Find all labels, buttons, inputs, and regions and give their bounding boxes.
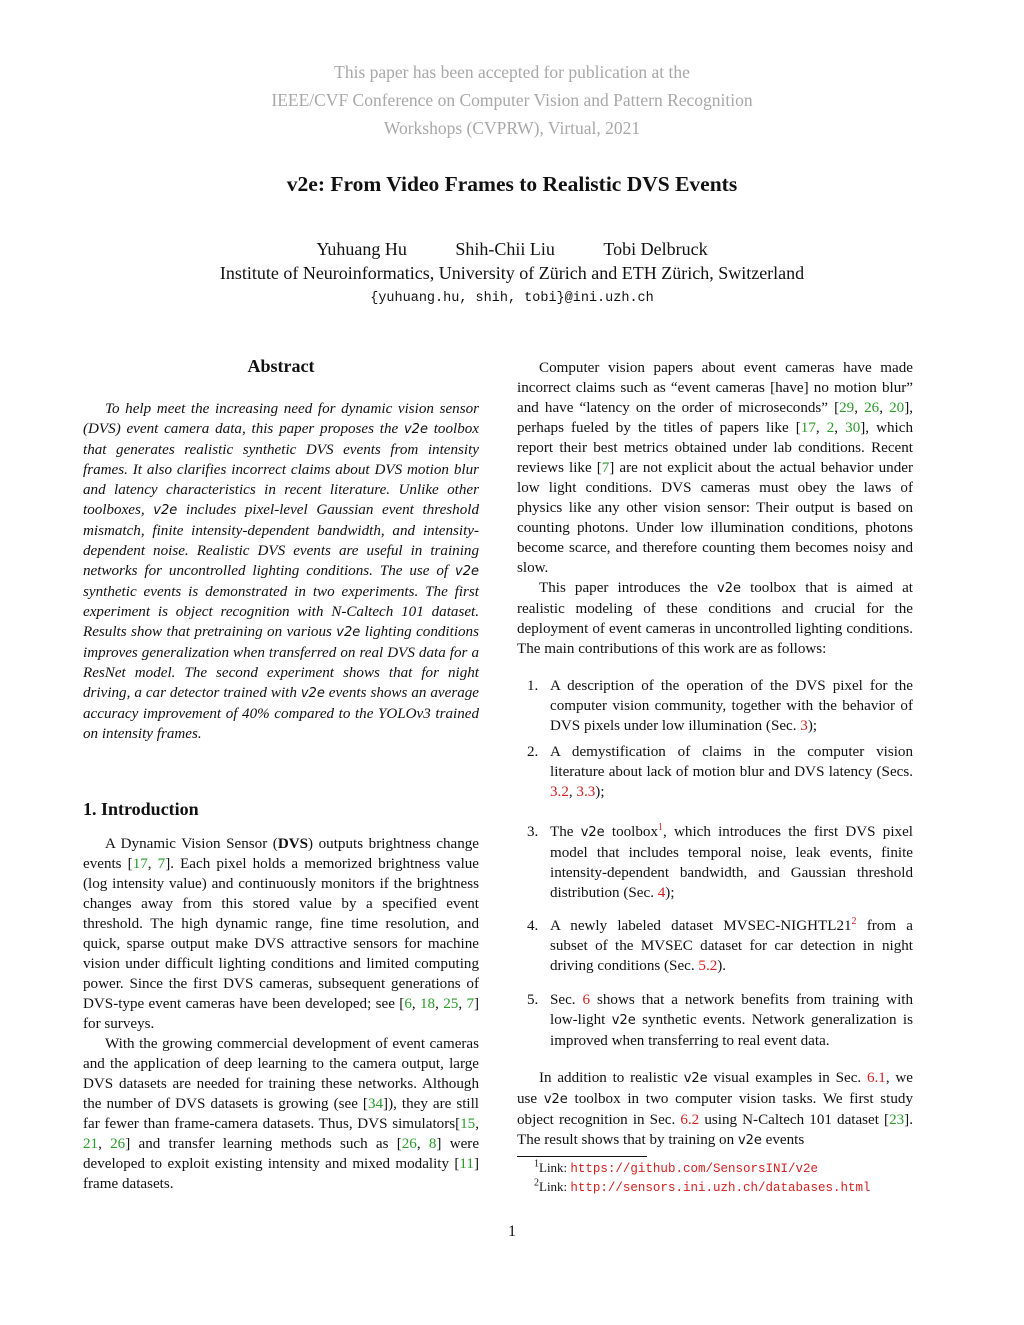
notice-line: This paper has been accepted for publication at the	[334, 62, 690, 82]
page-number: 1	[508, 1223, 516, 1240]
affiliation: Institute of Neuroinformatics, University of Zürich and ETH Zürich, Switzerland	[219, 263, 805, 283]
abstract-heading: Abstract	[247, 356, 315, 376]
notice-line: Workshops (CVPRW), Virtual, 2021	[383, 118, 641, 138]
footnote: $^2$Link: http://sensors.ini.uzh.ch/databases.html	[534, 1177, 871, 1195]
section-heading: 1. Introduction	[83, 799, 199, 819]
body-paragraph: This paper introduces the v2e toolbox that is aimed at realistic modeling of these conditions and crucial for the deployment of event cameras in uncontrolled lighting conditions. The main contributions of this work are as follows:	[517, 580, 913, 657]
footnote-link[interactable]: https://github.com/SensorsINI/v2e	[570, 1162, 818, 1176]
author-list	[0, 239, 1024, 260]
footnote: $^1$Link: https://github.com/SensorsINI/v2e	[534, 1158, 818, 1176]
notice-line: IEEE/CVF Conference on Computer Vision and Pattern Recognition	[271, 90, 753, 110]
author-name: Yuhuang Hu	[316, 239, 407, 259]
footnote-rule	[517, 1156, 647, 1157]
intro-paragraph: With the growing commercial development of event cameras and the application of deep learning to the camera output, large DVS datasets are needed for training these networks. Although the number of DVS datasets is growing (see [34]), they are still far fewer than frame-camera datasets. Thus, DVS simulators[15, 21, 26] and transfer learning methods such as [26, 8] were developed to exploit existing intensity and mixed modality [11] frame datasets.	[83, 1036, 480, 1192]
footnote-label: Link:	[539, 1179, 568, 1194]
publication-notice	[0, 58, 1024, 142]
author-name: Tobi Delbruck	[603, 239, 708, 259]
body-paragraph: Computer vision papers about event cameras have made incorrect claims such as “event cameras [have] no motion blur” and have “latency on the order of microseconds” [29, 26, 20], perhaps fueled by the titles of papers like [17, 2, 30], which report their best metrics obtained under lab conditions. Recent reviews like [7] are not explicit about the actual behavior under low light conditions. DVS cameras must obey the laws of physics like any other vision sensor: Their output is based on counting photons. Under low illumination conditions, photons become scarce, and therefore counting them becomes noisy and slow.	[517, 360, 913, 576]
author-emails: {yuhuang.hu, shih, tobi}@ini.uzh.ch	[370, 291, 654, 306]
abstract-body: To help meet the increasing need for dynamic vision sensor (DVS) event camera data, this paper proposes the v2e toolbox that generates realistic synthetic DVS events from intensity frames. It also clarifies incorrect claims about DVS motion blur and latency characteristics in recent literature. Unlike other toolboxes, v2e includes pixel-level Gaussian event threshold mismatch, finite intensity-dependent bandwidth, and intensity-dependent noise. Realistic DVS events are useful in training networks for uncontrolled lighting conditions. The use of v2e synthetic events is demonstrated in two experiments. The first experiment is object recognition with N-Caltech 101 dataset. Results show that pretraining on various v2e lighting conditions improves generalization when transferred on real DVS data for a ResNet model. The second experiment shows that for night driving, a car detector trained with v2e events shows an average accuracy improvement of 40% compared to the YOLOv3 trained on intensity frames.	[83, 401, 479, 742]
intro-paragraph: A Dynamic Vision Sensor (DVS) outputs brightness change events [17, 7]. Each pixel holds a memorized brightness value (log intensity value) and continuously monitors if the brightness changes away from this stored value by a specified event threshold. The high dynamic range, fine time resolution, and quick, sparse output make DVS attractive sensors for machine vision under difficult lighting conditions and limited computing power. Since the first DVS cameras, subsequent generations of DVS-type event cameras have been developed; see [6, 18, 25, 7] for surveys.	[83, 836, 480, 1032]
footnote-link[interactable]: http://sensors.ini.uzh.ch/databases.html	[570, 1181, 871, 1195]
paper-title: v2e: From Video Frames to Realistic DVS Events	[286, 172, 738, 196]
body-paragraph: In addition to realistic v2e visual examples in Sec. 6.1, we use v2e toolbox in two computer vision tasks. We first study object recognition in Sec. 6.2 using N-Caltech 101 dataset [23]. The result shows that by training on v2e events	[517, 1070, 914, 1148]
footnote-label: Link:	[539, 1160, 568, 1175]
author-name: Shih-Chii Liu	[455, 239, 555, 259]
